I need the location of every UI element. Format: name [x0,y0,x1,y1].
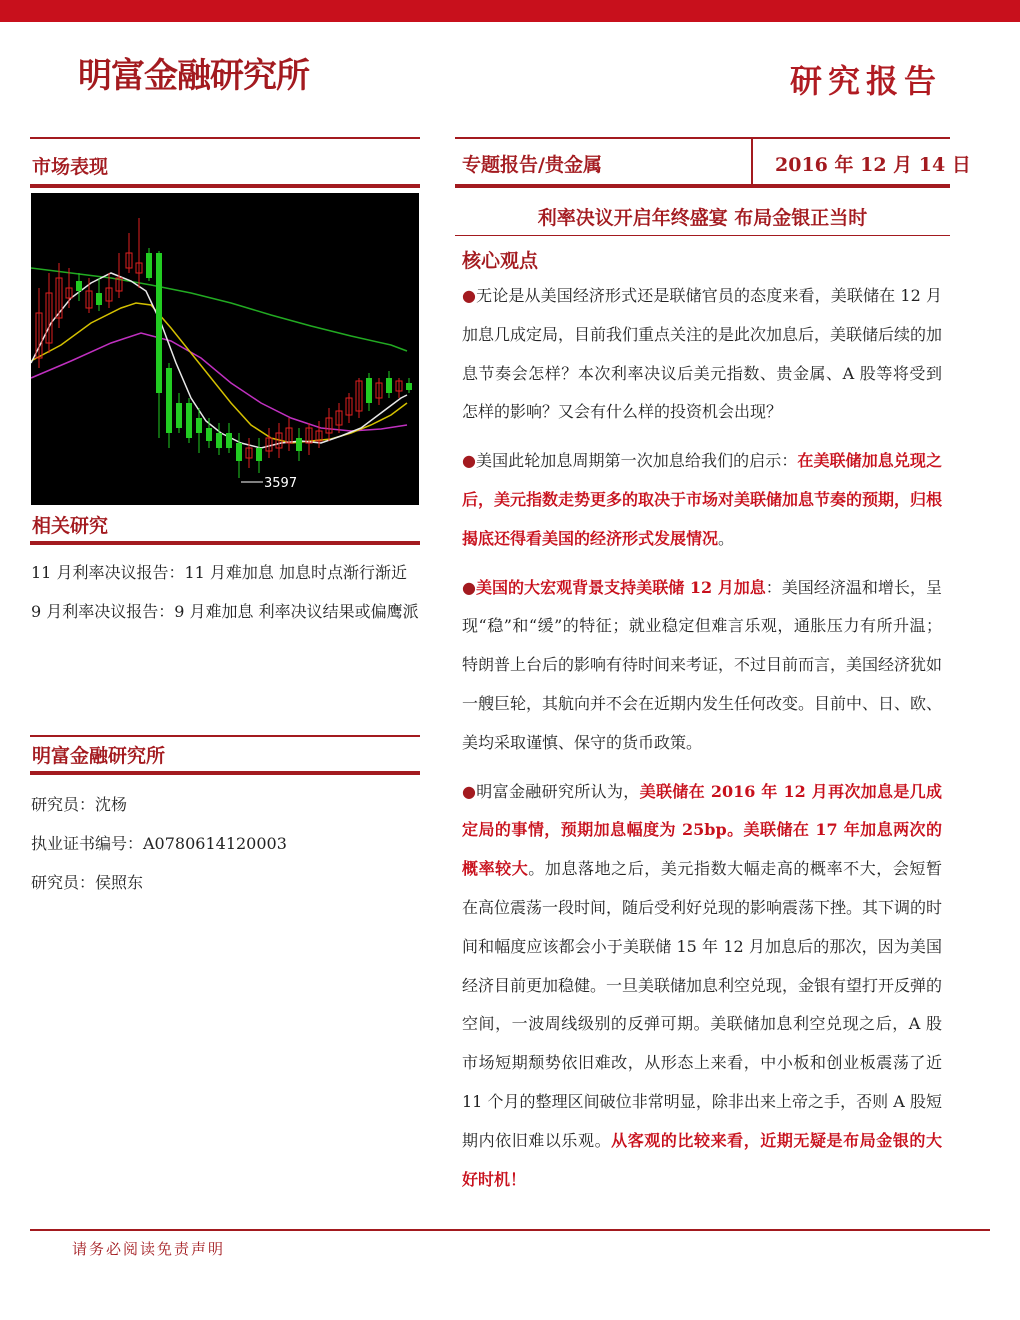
highlight-text: 从客观的比较来看，近期无疑是布局金银的大好时机！ [462,1130,942,1189]
candle-body [186,403,192,438]
ma-magenta-line [31,333,407,431]
paragraph-text: ：美国经济温和增长，呈现“稳”和“缓”的特征；就业稳定但难言乐观，通胀压力有所升温；特朗普上台后的影响有待时间来考证，不过目前而言，美国经济犹如一艘巨轮，其航向并不会在近期内发生任何改变。目前中、日、欧、美均采取谨慎、保守的货币政策。 [462,577,943,752]
logo: 明富金融研究所 [78,56,309,96]
candle-body [236,443,242,461]
paragraph-text: 美国此轮加息周期第一次加息给我们的启示： [476,451,798,471]
candle-body [206,428,212,441]
candle-body [226,433,232,448]
paragraph-4 [462,773,942,1200]
candle-body [386,378,392,393]
ma-green-line [31,268,407,351]
report-category: 专题报告/贵金属 [462,154,602,176]
divider [30,137,420,139]
paragraph-text: 无论是从美国经济形式还是联储官员的态度来看，美联储在 12 月加息几成定局，目前我们重点关注的是此次加息后，美联储后续的加息节奏会怎样？本次利率决议后美元指数、贵金属、A 股等将受到怎样的影响？又会有什么样的投资机会出现？ [462,286,943,422]
analyst-line: 研究员：沈杨 [31,795,128,814]
related-item[interactable]: 11 月利率决议报告：11 月难加息 加息时点渐行渐近 [31,563,407,582]
bullet-icon: ● [462,577,476,597]
divider [751,139,753,184]
candle-body [256,448,262,461]
paragraph-text: 明富金融研究所认为， [476,781,640,801]
analyst-info [31,785,421,902]
highlight-text: 在美联储加息兑现之后，美元指数走势更多的取决于市场对美联储加息节奏的预期，归根揭底还得看美国的经济形式发展情况 [462,451,943,548]
candle-body [76,281,82,291]
highlight-text: 美国的大宏观背景支持美联储 12 月加息 [475,577,766,597]
bullet-icon: ● [462,286,477,305]
bullet-icon: ● [462,781,477,801]
divider [455,137,950,139]
analyst-line: 执业证书编号：A0780614120003 [31,834,287,853]
highlight-text: 美联储在 2016 年 12 月再次加息是几成定局的事情，预期加息幅度为 25bp。美联储在 17 年加息两次的概率较大 [462,781,942,879]
paragraph-2 [462,442,942,558]
related-item[interactable]: 9 月利率决议报告：9 月难加息 利率决议结果或偏鹰派 [31,602,419,621]
related-research-title: 相关研究 [32,515,109,537]
candle-body [196,418,202,433]
candle-body [166,368,172,433]
candle-body [406,383,412,390]
candle-body [156,253,162,393]
disclaimer-link[interactable]: 请务必阅读免责声明 [72,1240,226,1258]
market-section-title: 市场表现 [32,156,109,178]
analyst-line: 研究员：侯照东 [31,873,144,892]
divider [30,541,420,545]
market-candlestick-chart [31,193,419,505]
divider [30,735,420,737]
paragraph-text: 。加息落地之后，美元指数大幅走高的概率不大，会短暂在高位震荡一段时间，随后受利好兑现的影响震荡下挫。其下调的时间和幅度应该都会小于美联储 15 年 12 月加息后的那次，因为美国经济目前更加稳健。一旦美联储加息利空兑现，金银有望打开反弹的空间，一波周线级别的反弹可期。美联储加息利空兑现之后，A 股市场短期颓势依旧难改，从形态上来看，中小板和创业板震荡了近 11 个月的整理区间破位非常明显，除非出来上帝之手，否则 A 股短期内依旧难以乐观。 [462,859,943,1150]
candle-body [366,378,372,403]
report-body [462,277,942,1209]
top-red-bar [0,0,1020,22]
report-type-label: 研究报告 [789,62,942,100]
candle-body [176,403,182,428]
paragraph-text: 。 [718,528,735,548]
chart-low-label: 3597 [264,476,298,491]
candlestick-svg [31,193,419,505]
institute-title: 明富金融研究所 [32,745,166,767]
related-research-list [31,553,421,631]
divider [30,771,420,775]
candle-body [146,253,152,278]
paragraph-1 [462,277,942,432]
bullet-icon: ● [462,451,477,471]
paragraph-3 [462,569,942,763]
candle-body [96,293,102,305]
core-view-heading: 核心观点 [462,250,539,272]
report-title: 利率决议开启年终盛宴 布局金银正当时 [537,207,868,229]
candle-body [296,438,302,451]
divider [455,184,950,188]
report-date: 2016 年 12 月 14 日 [775,154,971,176]
footer-divider [30,1229,990,1231]
candle-body [216,433,222,448]
divider [455,235,950,236]
divider [30,184,420,188]
